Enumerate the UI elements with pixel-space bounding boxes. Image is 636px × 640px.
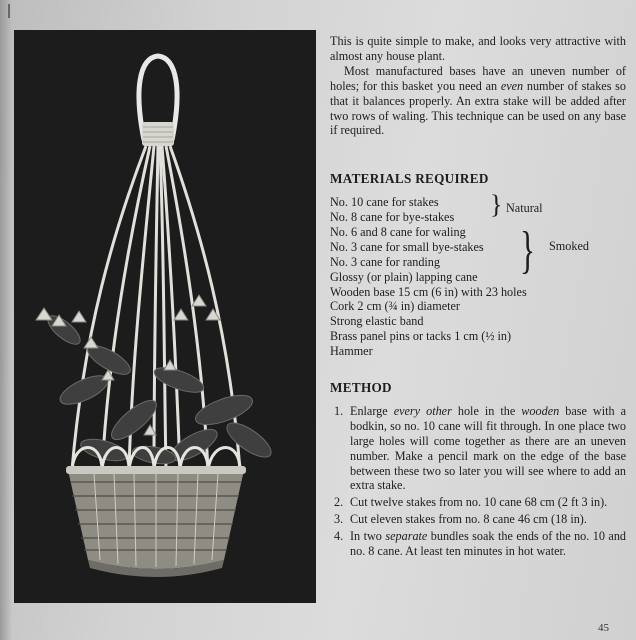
intro-paragraph-2: Most manufactured bases have an uneven number of holes; for this basket you need an even number of stakes so that it balances properly. An extra stake will be added after two rows of waling. This technique can be used on any base if required. — [330, 63, 626, 138]
intro-section — [330, 34, 626, 138]
method-step: 3. Cut eleven stakes from no. 8 cane 46 cm (18 in). — [334, 512, 587, 527]
page-number: 45 — [598, 622, 609, 634]
material-item: Strong elastic band — [330, 314, 424, 329]
materials-list — [330, 190, 626, 359]
step-number: 4. — [334, 529, 344, 544]
material-item: Glossy (or plain) lapping cane — [330, 269, 478, 284]
method-steps — [330, 404, 626, 559]
materials-heading: MATERIALS REQUIRED — [330, 171, 489, 187]
material-item: No. 6 and 8 cane for waling — [330, 225, 466, 240]
hanging-basket-photo — [14, 30, 316, 603]
material-item: No. 3 cane for randing — [330, 254, 440, 269]
smoked-label: Smoked — [549, 239, 589, 254]
material-item: No. 3 cane for small bye-stakes — [330, 239, 484, 254]
material-item: Wooden base 15 cm (6 in) with 23 holes — [330, 284, 527, 299]
natural-label: Natural — [506, 201, 543, 216]
method-step: 4. In two separate bundles soak the ends of the no. 10 and no. 8 cane. At least ten minutes in hot water. — [334, 529, 627, 559]
material-item: No. 10 cane for stakes — [330, 195, 439, 210]
page-gutter-shadow — [0, 0, 12, 640]
method-heading: METHOD — [330, 380, 392, 396]
natural-brace: } — [490, 190, 503, 220]
intro-paragraph-1: This is quite simple to make, and looks very attractive with almost any house plant. — [330, 34, 626, 63]
text-column — [330, 34, 626, 561]
material-item: Hammer — [330, 344, 373, 359]
material-item: Brass panel pins or tacks 1 cm (½ in) — [330, 329, 512, 344]
page-edge-mark — [8, 4, 10, 18]
step-number: 2. — [334, 495, 344, 510]
basket-rim — [66, 466, 246, 474]
smoked-brace: } — [520, 222, 535, 280]
step-number: 1. — [334, 403, 344, 418]
plant-foliage — [44, 311, 276, 467]
material-item: No. 8 cane for bye-stakes — [330, 210, 455, 225]
step-number: 3. — [334, 512, 344, 527]
material-item: Cork 2 cm (¾ in) diameter — [330, 299, 460, 314]
method-step: 2. Cut twelve stakes from no. 10 cane 68 cm (2 ft 3 in). — [334, 495, 608, 510]
method-step: 1. Enlarge every other hole in the wooden base with a bodkin, so no. 10 cane will fit through. In one place two large holes will come together as there are an uneven number. Make a pencil mark on the edge of the base between these two so later you will see where to add an extra stake. — [334, 403, 626, 493]
